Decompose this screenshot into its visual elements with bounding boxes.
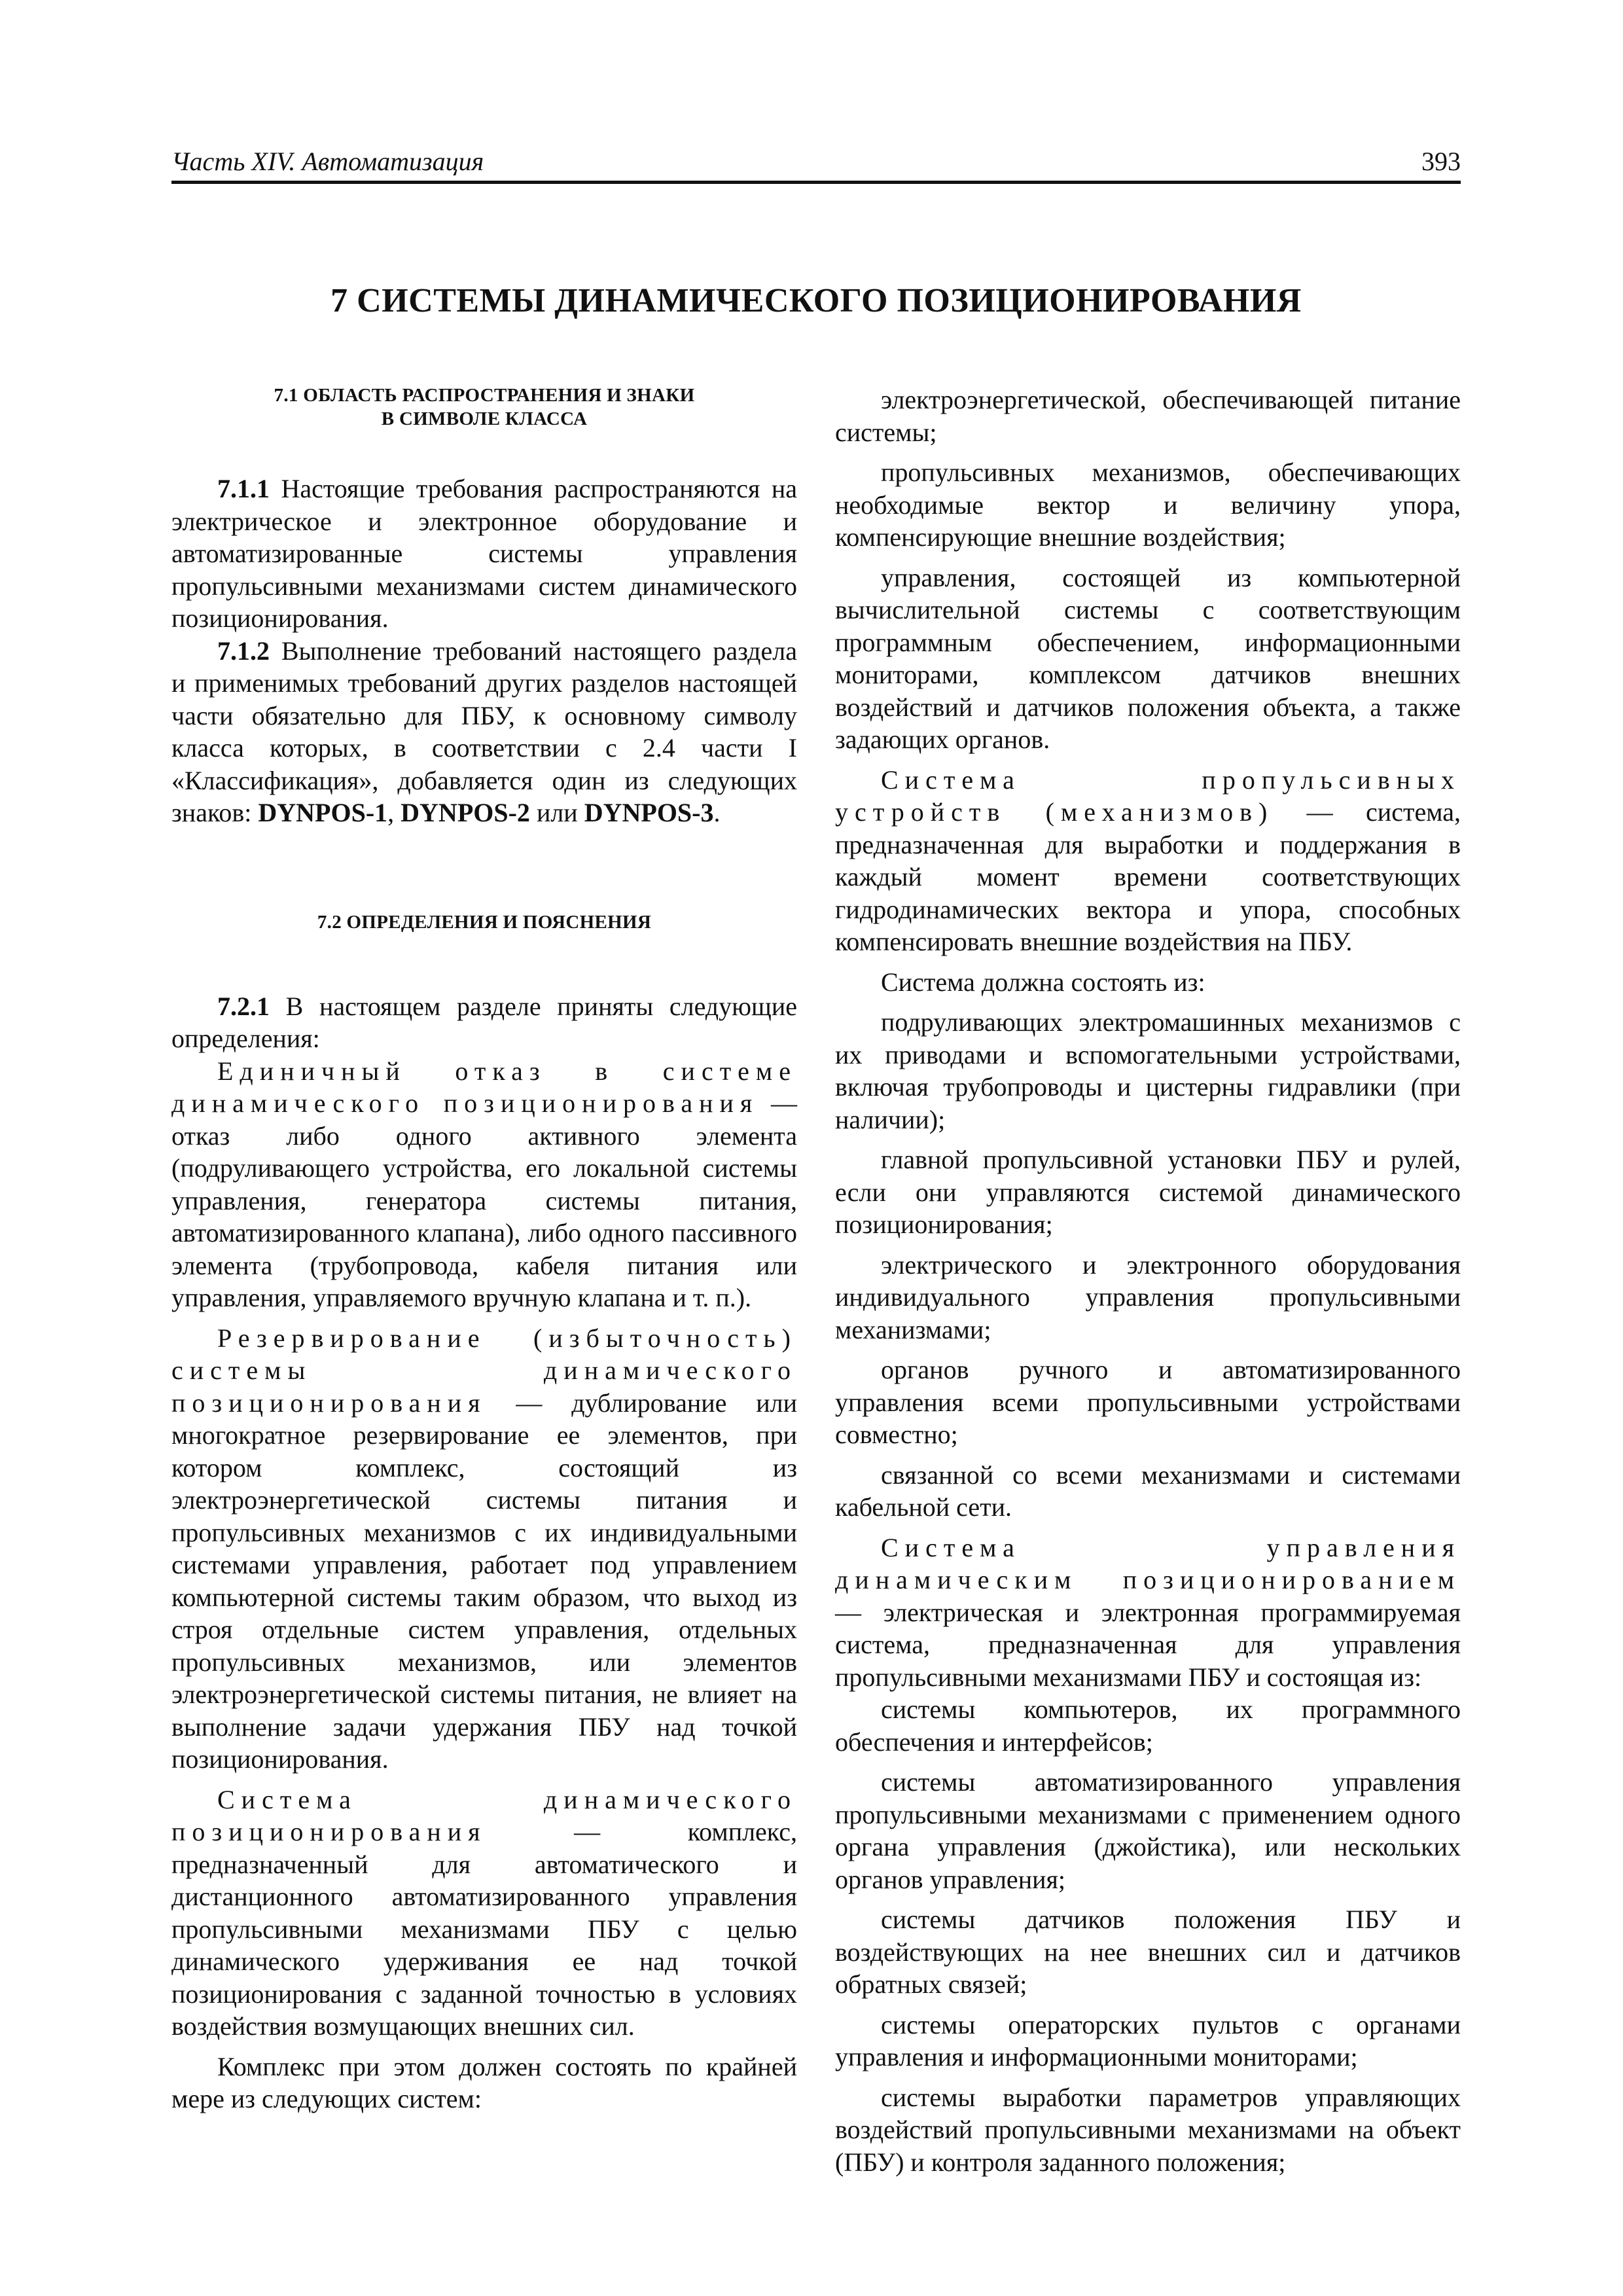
list-item: системы выработки параметров управляющих воздействий пропульсивными механизмами на объект (ПБУ) и контроля заданного положения; — [835, 2082, 1461, 2177]
term: Система управления динамическим позиционированием — [835, 1532, 1461, 1594]
section-7-2-heading: 7.2 ОПРЕДЕЛЕНИЯ И ПОЯСНЕНИЯ — [317, 911, 652, 933]
list-item: главной пропульсивной установки ПБУ и рулей, если они управляются системой динамического позиционирования; — [835, 1145, 1461, 1239]
definition-dp-control-system — [835, 1532, 1461, 1694]
list-item: системы операторских пультов с органами управления и информационными мониторами; — [835, 2009, 1461, 2072]
clause-number: 7.2.1 — [217, 991, 270, 1021]
list-item: системы компьютеров, их программного обеспечения и интерфейсов; — [835, 1695, 1461, 1757]
list-item: системы автоматизированного управления пропульсивными механизмами с применением одного органа управления (джойстика), или нескольких органов управления; — [835, 1767, 1461, 1894]
definition-text: — электрическая и электронная программируемая система, предназначенная для управления пропульсивными механизмами ПБУ и состоящая из: — [835, 1597, 1461, 1692]
paragraph-7-2-1 — [171, 990, 797, 1055]
term: Система пропульсивных устройств (механизмов) — [835, 764, 1461, 827]
list-item: системы датчиков положения ПБУ и воздействующих на нее внешних сил и датчиков обратных связей; — [835, 1905, 1461, 1999]
definition-text: — отказ либо одного активного элемента (подруливающего устройства, его локальной системы управления, генератора системы питания, автоматизированного клапана), либо одного пассивного элемента (трубопровода, кабеля питания или управления, управляемого вручную клапана и т. п.). — [171, 1088, 797, 1312]
definition-dp-system — [171, 1784, 797, 2043]
term: Система динамического позиционирования — [171, 1784, 797, 1846]
list-item: электрического и электронного оборудования индивидуального управления пропульсивными механизмами; — [835, 1249, 1461, 1344]
section-7-1-heading-line1: 7.1 ОБЛАСТЬ РАСПРОСТРАНЕНИЯ И ЗНАКИ — [274, 385, 695, 406]
clause-number: 7.1.2 — [217, 636, 270, 666]
paragraph-7-1-2 — [171, 635, 797, 829]
separator: или — [529, 798, 584, 827]
list-item: органов ручного и автоматизированного управления всеми пропульсивными устройствами совместно; — [835, 1355, 1461, 1449]
left-column — [171, 384, 797, 2115]
class-mark-dynpos-3: DYNPOS-3 — [584, 798, 714, 827]
list-item-control: управления, состоящей из компьютерной вычислительной системы с соответствующим программным обеспечением, информационными мониторами, комплексом датчиков внешних воздействий и датчиков положения объекта, а также задающих органов. — [835, 562, 1461, 754]
system-intro: Система должна состоять из: — [881, 967, 1205, 997]
class-mark-dynpos-2: DYNPOS-2 — [401, 798, 530, 827]
page-number: 393 — [1421, 147, 1461, 176]
list-item-propulsion: пропульсивных механизмов, обеспечивающих необходимые вектор и величину упора, компенсирующие внешние воздействия; — [835, 457, 1461, 552]
term: Единичный отказ в системе динамического позиционирования — [171, 1056, 797, 1118]
period: . — [713, 798, 721, 827]
paragraph-text: Настоящие требования распространяются на электрическое и электронное оборудование и автоматизированные системы управления пропульсивными механизмами систем динамического позиционирования. — [171, 474, 797, 633]
term: Резервирование (избыточность) системы динамического позиционирования — [171, 1323, 797, 1418]
clause-number: 7.1.1 — [217, 474, 270, 503]
chapter-title: 7 СИСТЕМЫ ДИНАМИЧЕСКОГО ПОЗИЦИОНИРОВАНИЯ — [330, 282, 1302, 319]
section-7-1-heading — [171, 384, 797, 431]
definition-propulsion-system — [835, 764, 1461, 958]
definition-text: — комплекс, предназначенный для автоматического и дистанционного автоматизированного управления пропульсивными механизмами ПБУ с целью динамического удерживания ее над точкой позиционирования с заданной точностью в условиях воздействия возмущающих внешних сил. — [171, 1817, 797, 2041]
running-title: Часть XIV. Автоматизация — [171, 147, 484, 176]
definition-single-failure — [171, 1055, 797, 1314]
separator: , — [387, 798, 401, 827]
list-item: подруливающих электромашинных механизмов с их приводами и вспомогательными устройствами, включая трубопроводы и цистерны гидравлики (при наличии); — [835, 1007, 1461, 1134]
list-item: связанной со всеми механизмами и системами кабельной сети. — [835, 1460, 1461, 1522]
paragraph-text: В настоящем разделе приняты следующие определения: — [171, 991, 797, 1053]
complex-intro: Комплекс при этом должен состоять по крайней мере из следующих систем: — [171, 2051, 797, 2113]
section-7-1-heading-line2: В СИМВОЛЕ КЛАССА — [381, 408, 588, 429]
list-item-power: электроэнергетической, обеспечивающей питание системы; — [835, 385, 1461, 447]
definition-redundancy — [171, 1322, 797, 1776]
page-header — [171, 143, 1461, 184]
class-mark-dynpos-1: DYNPOS-1 — [258, 798, 388, 827]
paragraph-text: Выполнение требований настоящего раздела и применимых требований других разделов настоящей части обязательно для ПБУ, к основному символу класса которых, в соответствии с 2.4 части I «Классификация», добавляется один из следующих знаков: — [171, 636, 797, 827]
right-column — [835, 384, 1461, 2178]
definition-text: — дублирование или многократное резервирование ее элементов, при котором комплекс, состоящий из электроэнергетической системы питания и пропульсивных механизмов с их индивидуальными системами управления, работает под управлением компьютерной системы таким образом, что выход из строя отдельные систем управления, отдельных пропульсивных механизмов, или элементов электроэнергетической системы питания, не влияет на выполнение задачи удержания ПБУ над точкой позиционирования. — [171, 1388, 797, 1774]
paragraph-7-1-1 — [171, 473, 797, 635]
definition-text: — система, предназначенная для выработки и поддержания в каждый момент времени соответствующих гидродинамических вектора и упора, способных компенсировать внешние воздействия на ПБУ. — [835, 797, 1461, 956]
